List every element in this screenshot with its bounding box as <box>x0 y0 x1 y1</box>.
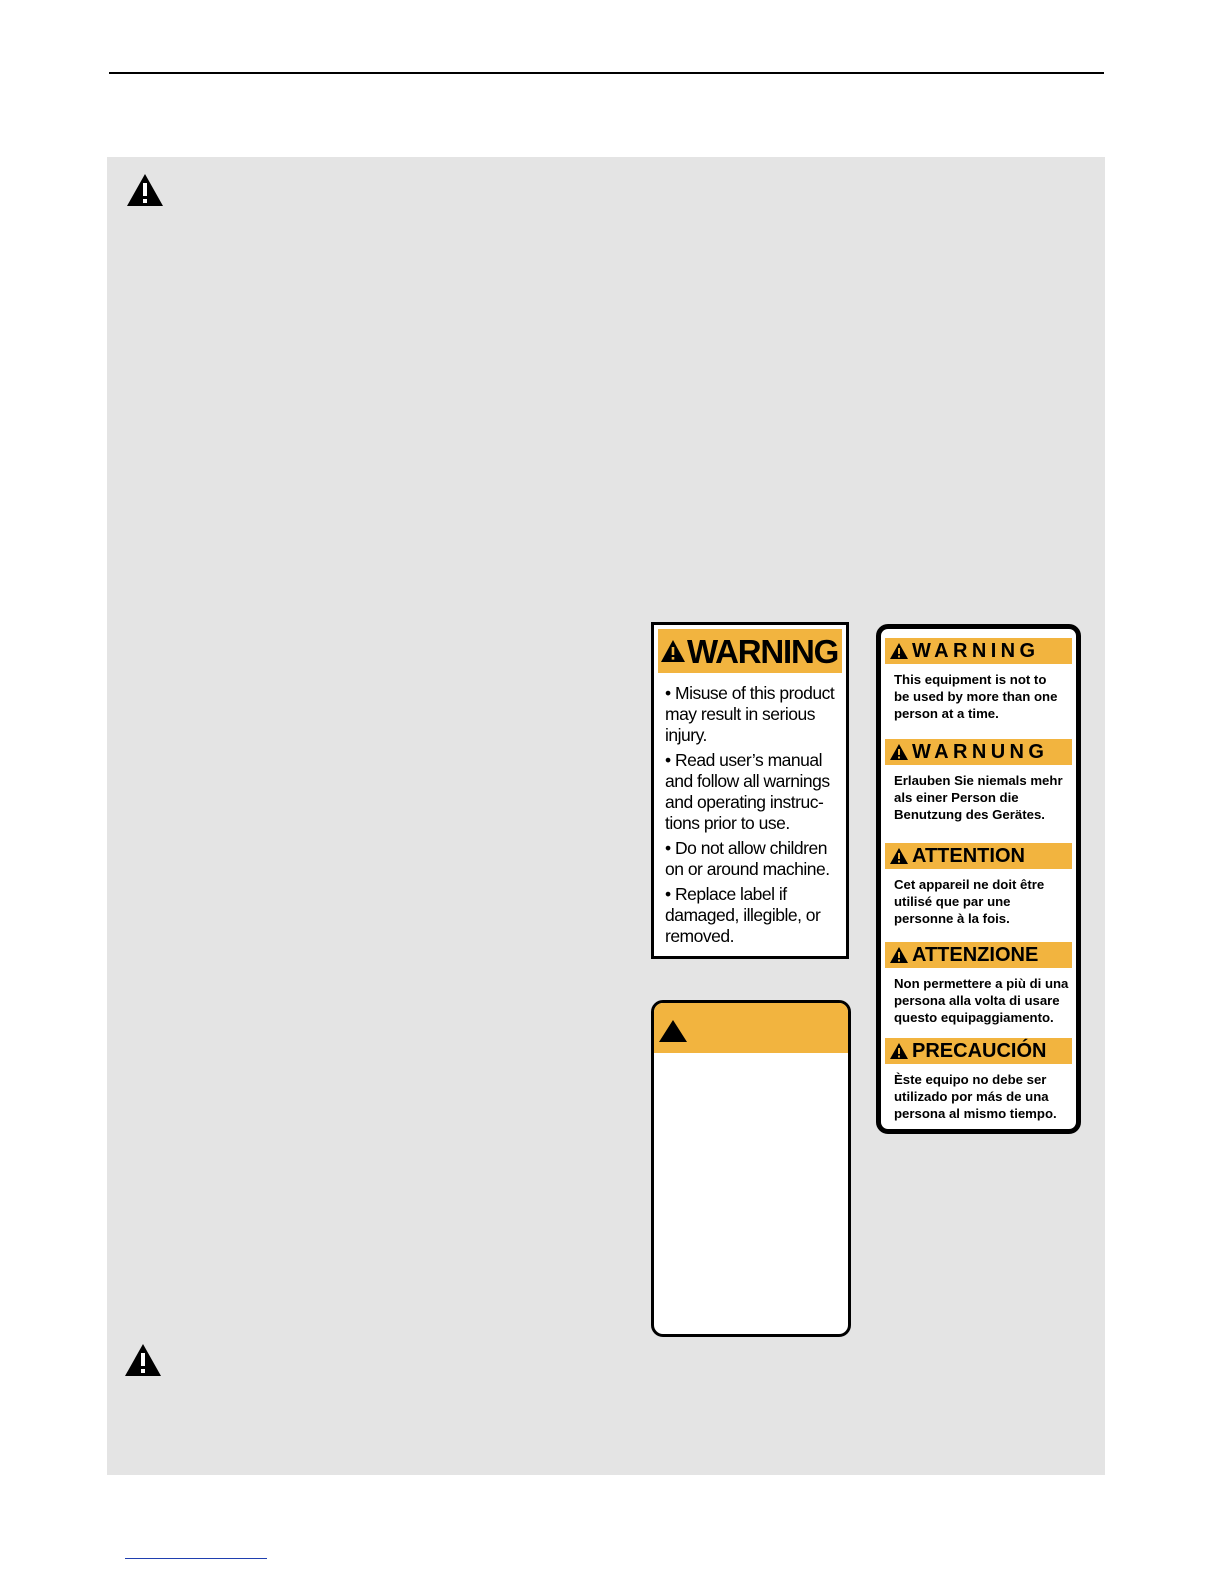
warning-bullet: • Replace label if damaged, illegible, or removed. <box>665 884 821 946</box>
label-section-spanish <box>885 1038 1072 1122</box>
section-header <box>885 942 1072 968</box>
warning-triangle-icon <box>889 946 909 964</box>
warning-triangle-icon <box>889 642 909 660</box>
warning-bullet: • Misuse of this product may result in serious injury. <box>665 683 835 745</box>
warning-triangle-icon <box>889 847 909 865</box>
section-title: WARNUNG <box>912 741 1049 763</box>
label-section-french <box>885 843 1072 927</box>
section-text: Non permettere a più di una persona alla volta di usare questo equipaggiamento. <box>894 976 1069 1025</box>
warning-label-blank <box>651 1000 851 1337</box>
section-title: WARNING <box>912 640 1040 662</box>
warning-triangle-icon <box>660 639 686 663</box>
warning-bullet-list <box>665 683 845 951</box>
warning-bullet: • Do not allow children on or around machine. <box>665 838 830 879</box>
section-header <box>885 843 1072 869</box>
section-title: ATTENTION <box>912 845 1025 867</box>
section-header <box>885 638 1072 664</box>
blank-label-header <box>654 1003 848 1053</box>
header-rule <box>109 72 1104 74</box>
warning-triangle-icon <box>126 173 164 207</box>
warning-bullet: • Read user’s manual and follow all warnings and operating instruc- tions prior to use. <box>665 750 830 833</box>
section-title: ATTENZIONE <box>912 944 1039 966</box>
section-text: Erlauben Sie niemals mehr als einer Person die Benutzung des Gerätes. <box>894 773 1063 822</box>
section-title: PRECAUCIÓN <box>912 1040 1047 1062</box>
warning-label-english <box>651 622 849 959</box>
warning-label-title: WARNING <box>687 632 839 670</box>
warning-label-multilingual <box>876 624 1081 1134</box>
warning-triangle-icon <box>889 743 909 761</box>
label-section-italian <box>885 942 1072 1026</box>
warning-triangle-icon <box>124 1343 162 1377</box>
section-text: Cet appareil ne doit être utilisé que par une personne à la fois. <box>894 877 1045 926</box>
footer-link-underline[interactable] <box>125 1558 267 1559</box>
label-section-english <box>885 638 1072 722</box>
warning-triangle-icon <box>658 1019 688 1043</box>
section-text: This equipment is not to be used by more than one person at a time. <box>894 672 1058 721</box>
section-text: Èste equipo no debe ser utilizado por más de una persona al mismo tiempo. <box>894 1072 1057 1121</box>
warning-label-header <box>658 629 842 673</box>
label-section-german <box>885 739 1072 823</box>
warning-triangle-icon <box>889 1042 909 1060</box>
section-header <box>885 1038 1072 1064</box>
section-header <box>885 739 1072 765</box>
